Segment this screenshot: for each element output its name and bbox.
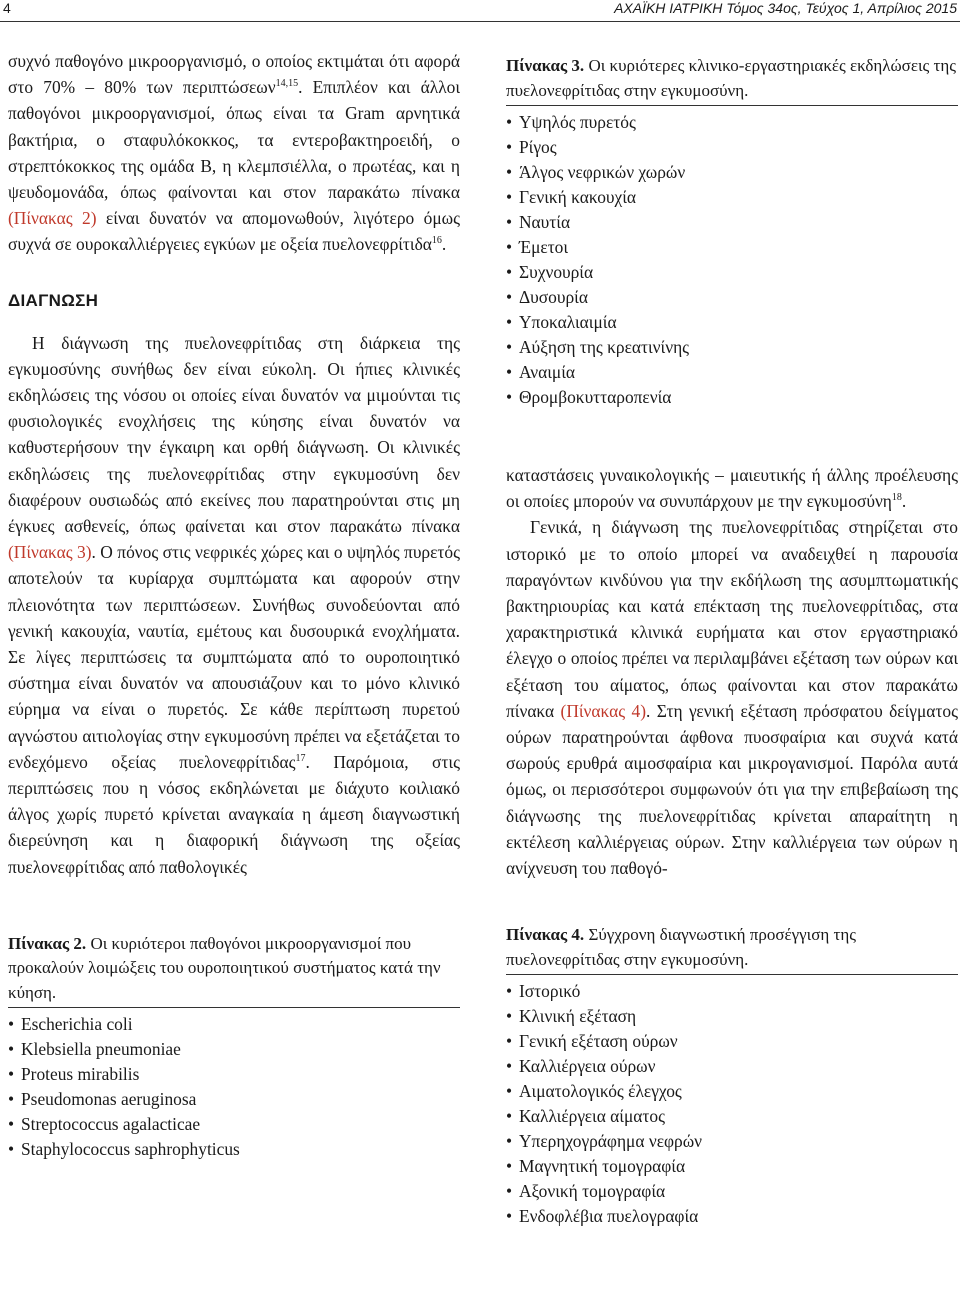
list-item: • Escherichia coli <box>8 1012 460 1037</box>
list-item: • Γενική κακουχία <box>506 185 958 210</box>
list-item: • Αναιμία <box>506 360 958 385</box>
list-item: • Καλλιέργεια ούρων <box>506 1054 958 1079</box>
list-item: • Αύξηση της κρεατινίνης <box>506 335 958 360</box>
table-list <box>506 979 958 1229</box>
list-item: • Ναυτία <box>506 210 958 235</box>
list-item: • Υποκαλιαιμία <box>506 310 958 335</box>
right-column <box>506 54 958 1229</box>
table-rule <box>506 105 958 106</box>
list-item: • Αιματολογικός έλεγχος <box>506 1079 958 1104</box>
table-list <box>8 1012 460 1162</box>
list-item: • Δυσουρία <box>506 285 958 310</box>
table-3 <box>506 54 958 410</box>
header-rule <box>0 21 960 22</box>
list-item: • Klebsiella pneumoniae <box>8 1037 460 1062</box>
table-reference-link[interactable]: (Πίνακας 4) <box>560 700 647 721</box>
citation: 17 <box>295 753 306 765</box>
paragraph-general-diagnosis: Γενικά, η διάγνωση της πυελονεφρίτιδας στηρίζεται στο ιστορικό με το οποίο μπορεί να αναδειχθεί η παρουσία παραγόντων κινδύνου για την εκδήλωση της ασυμπτωματικής βακτηριουρίας και κατά επέκταση της πυελονεφρίτιδας, στα χαρακτηριστικά κλινικά ευρήματα και στον εργαστηριακό έλεγχο ο οποίος πρέπει να περιλαμβάνει εξέταση των ούρων και εξέταση του αίματος, όπως φαίνονται και στον παρακάτω πίνακα (Πίνακας 4). Στη γενική εξέταση πρόσφατου δείγματος ούρων παρατηρούνται άφθονα πυοσφαίρια και συχνά κατά σωρούς ερυθρά αιμοσφαίρια και μικρογανισμοί. Παρόλα αυτά όμως, οι περισσότεροι συμφωνούν ότι για την επιβεβαίωση της διάγνωσης της πυελονεφρίτιδας κρίνεται απαραίτητη η εκτέλεση καλλιέργειας ούρων. Στην καλλιέργεια των ούρων η ανίχνευση του παθογό- <box>506 517 958 879</box>
list-item: • Αξονική τομογραφία <box>506 1179 958 1204</box>
list-item: • Θρομβοκυτταροπενία <box>506 385 958 410</box>
list-item: • Κλινική εξέταση <box>506 1004 958 1029</box>
section-heading: ΔΙΑΓΝΩΣΗ <box>8 290 99 310</box>
page-number: 4 <box>3 0 11 16</box>
paragraph-pathogens: συχνό παθογόνο μικροοργανισμό, ο οποίος εκτιμάται ότι αφορά στο 70% – 80% των περιπτώσεων$^{14,15}$. Επιπλέον και άλλοι παθογόνοι μικροοργανισμοί, όπως είναι τα Gram αρνητικά βακτήρια, ο σταφυλόκοκκος, τα εντεροβακτηροειδή, ο στρεπτόκοκκος της ομάδα Β, η κλεμπσιέλλα, ο πρωτέας, και η ψευδομονάδα, όπως φαίνονται και στον παρακάτω πίνακα (Πίνακας 2) είναι δυνατόν να απομονωθούν, λιγότερο όμως συχνά σε ουροκαλλιέργειες εγκύων με οξεία πυελονεφρίτιδα$^{16}$. <box>8 51 461 255</box>
list-item: • Μαγνητική τομογραφία <box>506 1154 958 1179</box>
table-reference-link[interactable]: (Πίνακας 2) <box>8 208 97 229</box>
list-item: • Staphylococcus saphrophyticus <box>8 1137 460 1162</box>
table-rule <box>506 974 958 975</box>
table-caption: Πίνακας 3. Οι κυριότερες κλινικο-εργαστηριακές εκδηλώσεις της πυελονεφρίτιδας στην εγκυμοσύνη. <box>506 56 956 100</box>
table-4 <box>506 923 958 1229</box>
list-item: • Ιστορικό <box>506 979 958 1004</box>
list-item: • Ρίγος <box>506 135 958 160</box>
table-list <box>506 110 958 410</box>
table-rule <box>8 1007 460 1008</box>
paragraph-conditions: καταστάσεις γυναικολογικής – μαιευτικής ή άλλης προέλευσης οι οποίες μπορούν να συνυπάρχουν με την εγκυμοσύνη$^{18}$. <box>506 465 958 512</box>
list-item: • Pseudomonas aeruginosa <box>8 1087 460 1112</box>
table-caption: Πίνακας 4. Σύγχρονη διαγνωστική προσέγγιση της πυελονεφρίτιδας στην εγκυμοσύνη. <box>506 925 856 969</box>
list-item: • Συχνουρία <box>506 260 958 285</box>
list-item: • Καλλιέργεια αίματος <box>506 1104 958 1129</box>
list-item: • Γενική εξέταση ούρων <box>506 1029 958 1054</box>
journal-title: ΑΧΑΪΚΗ ΙΑΤΡΙΚΗ Τόμος 34ος, Τεύχος 1, Απρίλιος 2015 <box>614 0 957 16</box>
paragraph-diagnosis: Η διάγνωση της πυελονεφρίτιδας στη διάρκεια της εγκυμοσύνης συνήθως δεν είναι εύκολη. Οι ήπιες κλινικές εκδηλώσεις της νόσου οι οποίες είναι δυνατόν να μιμούνται τις φυσιολογικές ενοχλήσεις της κύησης είναι δυνατόν να καθυστερήσουν την έγκαιρη και ορθή διάγνωση. Οι κλινικές εκδηλώσεις της πυελονεφρίτιδας στην εγκυμοσύνη δεν διαφέρουν ουσιωδώς από εκείνες που παρατηρούνται στις μη έγκυες ασθενείς, όπως φαίνεται και στον παρακάτω πίνακα (Πίνακας 3). Ο πόνος στις νεφρικές χώρες και ο υψηλός πυρετός αποτελούν τα κυρίαρχα συμπτώματα και αφορούν στην πλειονότητα των περιπτώσεων. Συνήθως συνοδεύονται από γενική κακουχία, ναυτία, εμέτους και δυσουρικά ενοχλήματα. Σε λίγες περιπτώσεις τα συμπτώματα από το ουροποιητικό σύστημα είναι δυνατόν να απουσιάζουν και το μόνο κλινικό εύρημα να είναι ο πυρετός. Σε κάθε περίπτωση πυρετού αγνώστου αιτιολογίας στην εγκυμοσύνη πρέπει να εξετάζεται το ενδεχόμενο οξείας πυελονεφρίτιδας$^{17}$. Παρόμοια, στις περιπτώσεις που η νόσος εκδηλώνεται με διάχυτο κοιλιακό άλγος χωρίς πυρετό κρίνεται αναγκαία η άμεση διαγνωστική διερεύνηση και η διαφορική διάγνωση της οξείας πυελονεφρίτιδας από παθολογικές <box>8 332 460 877</box>
list-item: • Proteus mirabilis <box>8 1062 460 1087</box>
table-2 <box>8 932 460 1163</box>
list-item: • Άλγος νεφρικών χωρών <box>506 160 958 185</box>
citation: 14,15 <box>275 78 299 90</box>
list-item: • Streptococcus agalacticae <box>8 1112 460 1137</box>
table-reference-link[interactable]: (Πίνακας 3) <box>8 542 92 563</box>
table-caption: Πίνακας 2. Οι κυριότεροι παθογόνοι μικροοργανισμοί που προκαλούν λοιμώξεις του ουροποιητικού συστήματος κατά την κύηση. <box>8 933 441 1002</box>
list-item: • Υψηλός πυρετός <box>506 110 958 135</box>
citation: 18 <box>891 492 902 504</box>
list-item: • Υπερηχογράφημα νεφρών <box>506 1129 958 1154</box>
list-item: • Ενδοφλέβια πυελογραφία <box>506 1204 958 1229</box>
list-item: • Έμετοι <box>506 235 958 260</box>
left-column <box>8 48 460 1162</box>
citation: 16 <box>431 235 442 247</box>
running-header <box>0 0 960 26</box>
